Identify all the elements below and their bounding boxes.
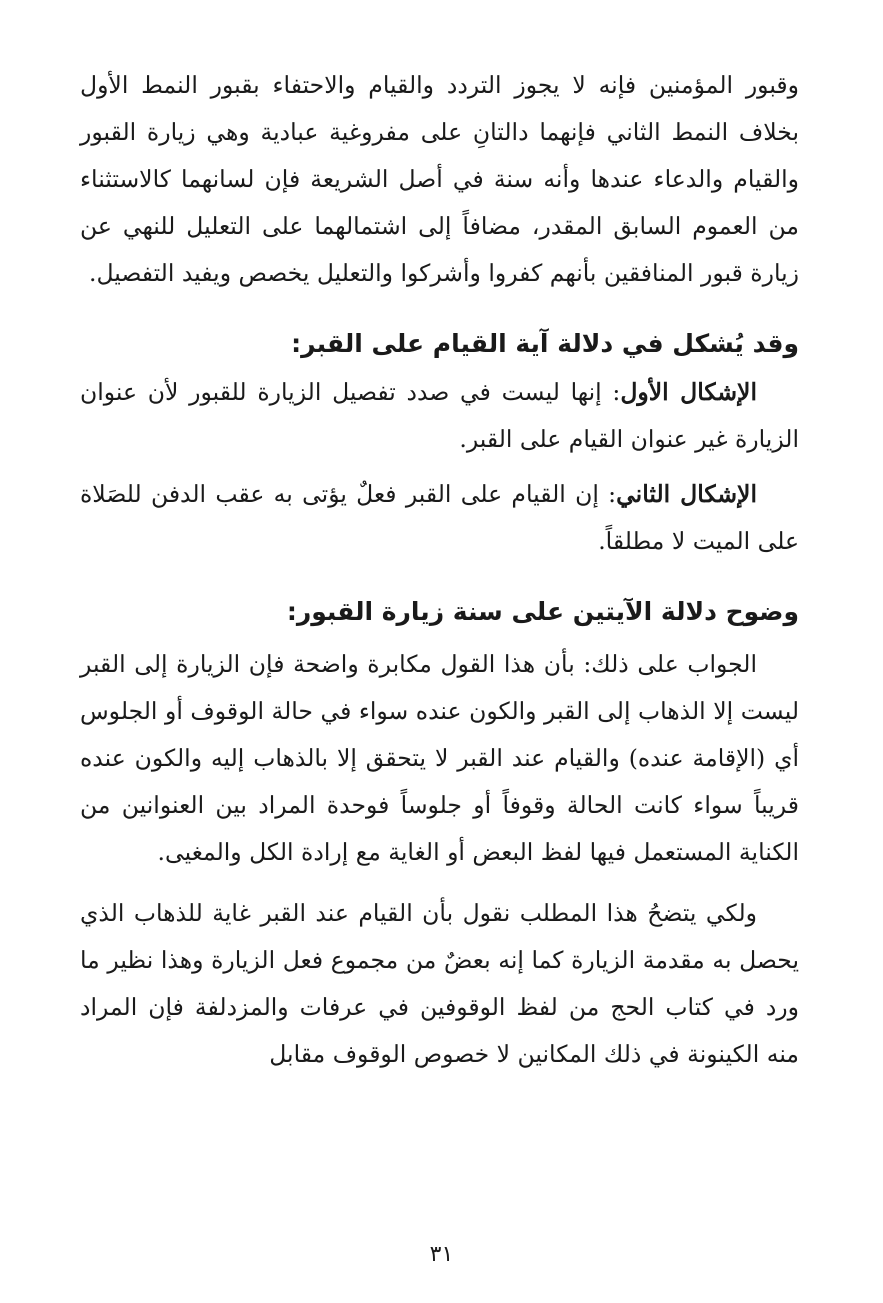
objection-first-text: : إنها ليست في صدد تفصيل الزيارة للقبور لأن عنوان الزيارة غير عنوان القيام على القبر. [80, 378, 799, 453]
objection-second-term: الإشكال الثاني [616, 480, 757, 508]
section-heading-clarity: وضوح دلالة الآيتين على سنة زيارة القبور: [286, 597, 799, 626]
paragraph-clarification: ولكي يتضحُ هذا المطلب نقول بأن القيام عند القبر غاية للذهاب الذي يحصل به مقدمة الزيارة كما إنه بعضٌ من مجموع فعل الزيارة وهذا نظير ما ورد في كتاب الحج من لفظ الوقوفين في عرفات والمزدلفة فإن المراد منه الكينونة في ذلك المكانين لا خصوص الوقوف مقابل [80, 899, 799, 1068]
objection-second-text: : إن القيام على القبر فعلٌ يؤتى به عقب الدفن للصَلاة على الميت لا مطلقاً. [80, 480, 799, 555]
objection-first-term: الإشكال الأول [620, 378, 757, 406]
section-heading-objection: وقد يُشكل في دلالة آية القيام على القبر: [291, 329, 799, 358]
paragraph-objection-first [80, 369, 799, 463]
paragraph-graves-types: وقبور المؤمنين فإنه لا يجوز التردد والقيام والاحتفاء بقبور النمط الأول بخلاف النمط الثاني فإنهما دالتانِ على مفروغية عبادية وهي زيارة القبور والقيام والدعاء عندها وأنه سنة في أصل الشريعة فإن لسانهما كالاستثناء من العموم السابق المقدر، مضافاً إلى اشتمالهما على التعليل للنهي عن زيارة قبور المنافقين بأنهم كفروا وأشركوا والتعليل يخصص ويفيد التفصيل. [80, 71, 799, 287]
paragraph-objection-second [80, 471, 799, 565]
book-page-body [80, 62, 799, 1078]
paragraph-answer: الجواب على ذلك: بأن هذا القول مكابرة واضحة فإن الزيارة إلى القبر ليست إلا الذهاب إلى القبر والكون عنده سواء في حالة الوقوف أو الجلوس أي (الإقامة عنده) والقيام عند القبر لا يتحقق إلا بالذهاب إليه والكون عنده قريباً سواء كانت الحالة وقوفاً أو جلوساً فوحدة المراد بين العنوانين من الكناية المستعمل فيها لفظ البعض أو الغاية مع إرادة الكل والمغيى. [80, 650, 799, 866]
page-number: ٣١ [429, 1242, 454, 1267]
